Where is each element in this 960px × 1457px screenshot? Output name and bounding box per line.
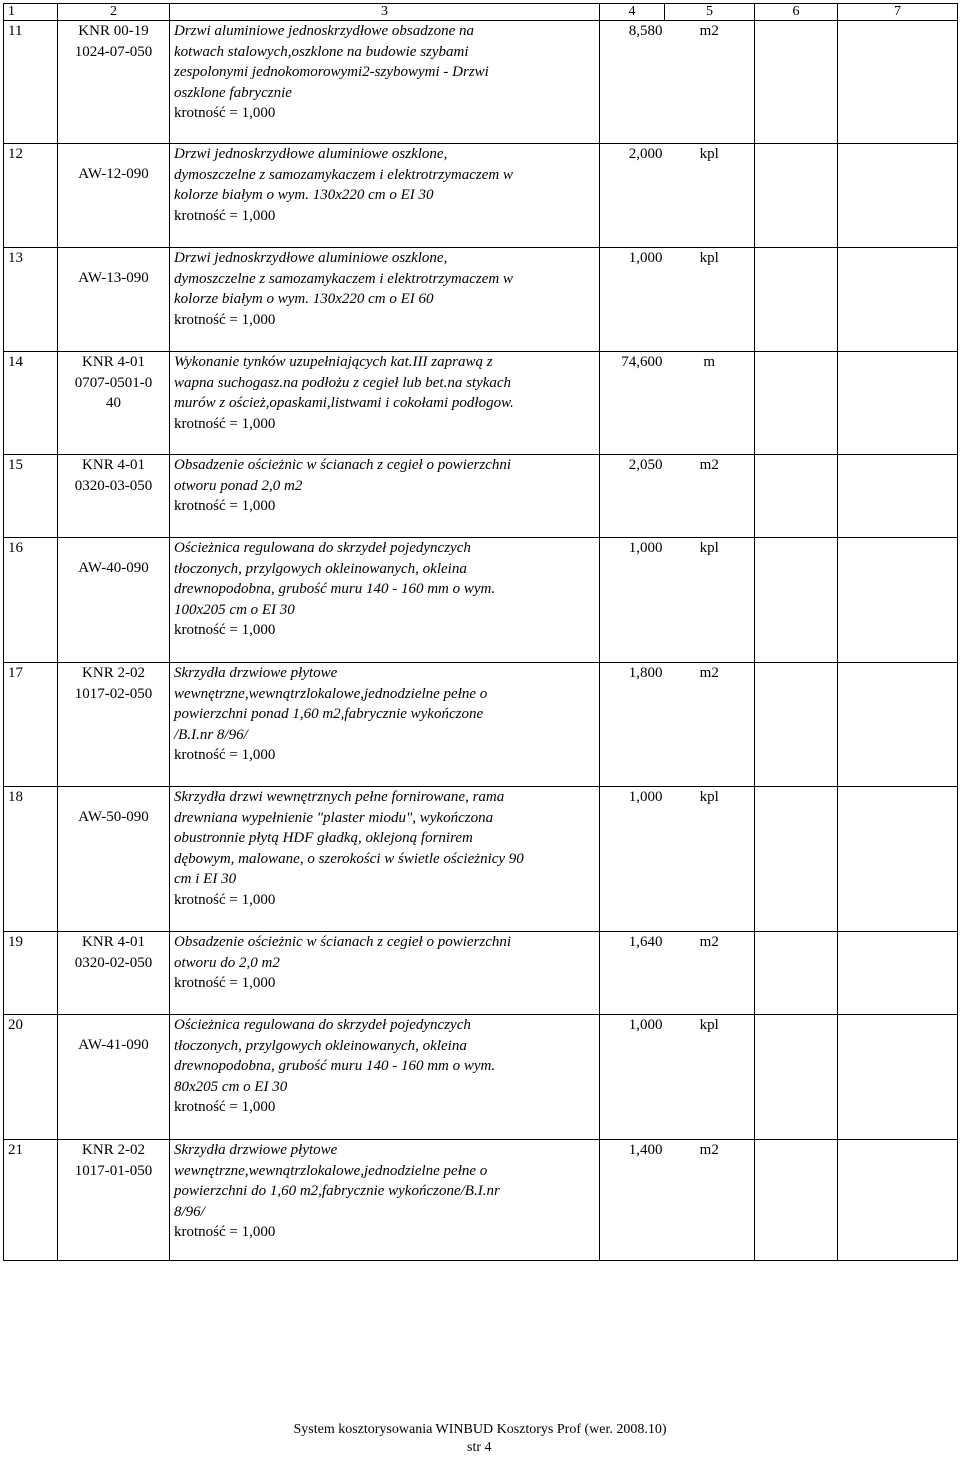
basis-code-line: 1024-07-050 bbox=[74, 43, 153, 60]
basis-code bbox=[58, 1140, 170, 1261]
value-cell bbox=[838, 538, 958, 663]
basis-code bbox=[58, 932, 170, 1015]
basis-code bbox=[58, 1015, 170, 1140]
value-cell bbox=[838, 248, 958, 352]
description-line: kotwach stalowych,oszklone na budowie szybami bbox=[174, 43, 469, 60]
description-line: tłoczonych, przylgowych okleinowanych, okleina bbox=[174, 560, 467, 577]
unit-price-cell bbox=[755, 21, 838, 144]
multiplier-text: krotność = 1,000 bbox=[174, 891, 276, 908]
multiplier-text: krotność = 1,000 bbox=[174, 311, 276, 328]
unit: kpl bbox=[665, 787, 755, 932]
basis-code-line: AW-40-090 bbox=[78, 560, 149, 576]
basis-code bbox=[58, 787, 170, 932]
description-line: Obsadzenie ościeżnic w ścianach z cegieł o powierzchni bbox=[174, 934, 512, 950]
multiplier-text: krotność = 1,000 bbox=[174, 207, 276, 224]
description-line: obustronnie płytą HDF gładką, oklejoną fornirem bbox=[174, 830, 473, 847]
description-line: /B.I.nr 8/96/ bbox=[174, 726, 248, 743]
description-line: dymoszczelne z samozamykaczem i elektrotrzymaczem w bbox=[174, 166, 513, 183]
row-number: 16 bbox=[4, 538, 58, 663]
header-col-7: 7 bbox=[838, 4, 958, 21]
unit: kpl bbox=[665, 248, 755, 352]
unit: m2 bbox=[665, 21, 755, 144]
description-line: drewniana wypełnienie "plaster miodu", wykończona bbox=[174, 809, 494, 826]
description-line: otworu do 2,0 m2 bbox=[174, 954, 280, 971]
footer-page-number: str 4 bbox=[467, 1440, 492, 1455]
row-number: 15 bbox=[4, 455, 58, 538]
description-line: zespolonymi jednokomorowymi2-szybowymi - Drzwi bbox=[174, 64, 489, 81]
quantity: 1,000 bbox=[600, 787, 665, 932]
basis-code bbox=[58, 663, 170, 787]
description-line: drewnopodobna, grubość muru 140 - 160 mm o wym. bbox=[174, 1058, 496, 1075]
value-cell bbox=[838, 1140, 958, 1261]
description-line: kolorze białym o wym. 130x220 cm o EI 30 bbox=[174, 187, 434, 204]
row-number: 14 bbox=[4, 352, 58, 455]
unit: m2 bbox=[665, 663, 755, 787]
description-line: 8/96/ bbox=[174, 1203, 205, 1220]
row-number: 17 bbox=[4, 663, 58, 787]
description-line: powierzchni ponad 1,60 m2,fabrycznie wykończone bbox=[174, 706, 484, 723]
table-row bbox=[4, 663, 958, 787]
description-line: otworu ponad 2,0 m2 bbox=[174, 477, 303, 494]
multiplier-text: krotność = 1,000 bbox=[174, 498, 276, 515]
multiplier-text: krotność = 1,000 bbox=[174, 105, 276, 122]
table-row bbox=[4, 932, 958, 1015]
table-row bbox=[4, 538, 958, 663]
unit-price-cell bbox=[755, 538, 838, 663]
unit: kpl bbox=[665, 144, 755, 248]
quantity: 2,000 bbox=[600, 144, 665, 248]
multiplier-text: krotność = 1,000 bbox=[174, 747, 276, 764]
unit-price-cell bbox=[755, 144, 838, 248]
basis-code bbox=[58, 21, 170, 144]
description-line: cm i EI 30 bbox=[174, 871, 237, 888]
table-row bbox=[4, 1015, 958, 1140]
item-description bbox=[170, 932, 600, 1015]
description-line: murów z oścież,opaskami,listwami i cokołami podłogow. bbox=[174, 395, 514, 412]
description-line: 100x205 cm o EI 30 bbox=[174, 601, 295, 618]
unit: m2 bbox=[665, 932, 755, 1015]
header-col-2: 2 bbox=[58, 4, 170, 21]
item-description bbox=[170, 663, 600, 787]
description-line: dębowym, malowane, o szerokości w świetle ościeżnicy 90 bbox=[174, 850, 524, 867]
value-cell bbox=[838, 787, 958, 932]
basis-code bbox=[58, 144, 170, 248]
unit-price-cell bbox=[755, 787, 838, 932]
multiplier-text: krotność = 1,000 bbox=[174, 975, 276, 992]
table-row bbox=[4, 455, 958, 538]
header-col-1: 1 bbox=[4, 4, 58, 21]
value-cell bbox=[838, 352, 958, 455]
table-row bbox=[4, 787, 958, 932]
item-description bbox=[170, 1140, 600, 1261]
description-line: powierzchni do 1,60 m2,fabrycznie wykończone/B.I.nr bbox=[174, 1183, 500, 1200]
header-col-3: 3 bbox=[170, 4, 600, 21]
basis-code-line: 0320-03-050 bbox=[74, 477, 153, 494]
row-number: 12 bbox=[4, 144, 58, 248]
description-line: Skrzydła drzwiowe płytowe bbox=[174, 665, 338, 681]
description-line: 80x205 cm o EI 30 bbox=[174, 1078, 288, 1095]
header-col-6: 6 bbox=[755, 4, 838, 21]
item-description bbox=[170, 538, 600, 663]
description-line: Skrzydła drzwiowe płytowe bbox=[174, 1142, 338, 1158]
row-number: 20 bbox=[4, 1015, 58, 1140]
item-description bbox=[170, 21, 600, 144]
description-line: wewnętrzne,wewnątrzlokalowe,jednodzielne pełne o bbox=[174, 685, 488, 702]
table-row bbox=[4, 144, 958, 248]
value-cell bbox=[838, 932, 958, 1015]
quantity: 1,400 bbox=[600, 1140, 665, 1261]
unit-price-cell bbox=[755, 248, 838, 352]
value-cell bbox=[838, 144, 958, 248]
cost-estimate-table-container bbox=[3, 3, 957, 1265]
table-row bbox=[4, 1140, 958, 1261]
row-number: 19 bbox=[4, 932, 58, 1015]
item-description bbox=[170, 144, 600, 248]
multiplier-text: krotność = 1,000 bbox=[174, 1099, 276, 1116]
basis-code-line: 1017-01-050 bbox=[74, 1162, 153, 1179]
unit-price-cell bbox=[755, 1140, 838, 1261]
multiplier-text: krotność = 1,000 bbox=[174, 622, 276, 639]
basis-code bbox=[58, 248, 170, 352]
description-line: Obsadzenie ościeżnic w ścianach z cegieł o powierzchni bbox=[174, 457, 512, 473]
unit-price-cell bbox=[755, 663, 838, 787]
unit-price-cell bbox=[755, 932, 838, 1015]
footer-software-line: System kosztorysowania WINBUD Kosztorys Prof (wer. 2008.10) bbox=[293, 1422, 667, 1437]
basis-code-line: KNR 4-01 bbox=[82, 354, 145, 370]
item-description bbox=[170, 1015, 600, 1140]
row-number: 13 bbox=[4, 248, 58, 352]
quantity: 1,800 bbox=[600, 663, 665, 787]
description-line: Ościeżnica regulowana do skrzydeł pojedynczych bbox=[174, 540, 471, 556]
description-line: tłoczonych, przylgowych okleinowanych, okleina bbox=[174, 1037, 467, 1054]
basis-code-line: AW-41-090 bbox=[78, 1037, 149, 1053]
value-cell bbox=[838, 21, 958, 144]
basis-code-line: 1017-02-050 bbox=[74, 685, 153, 702]
basis-code-line: AW-50-090 bbox=[78, 809, 149, 825]
description-line: dymoszczelne z samozamykaczem i elektrotrzymaczem w bbox=[174, 270, 513, 287]
item-description bbox=[170, 248, 600, 352]
basis-code-line: 0320-02-050 bbox=[74, 954, 153, 971]
value-cell bbox=[838, 1015, 958, 1140]
unit: m2 bbox=[665, 455, 755, 538]
unit: m2 bbox=[665, 1140, 755, 1261]
basis-code-line: KNR 4-01 bbox=[82, 934, 145, 950]
unit-price-cell bbox=[755, 1015, 838, 1140]
item-description bbox=[170, 352, 600, 455]
basis-code bbox=[58, 352, 170, 455]
description-line: Skrzydła drzwi wewnętrznych pełne fornirowane, rama bbox=[174, 789, 505, 805]
basis-code-line: KNR 2-02 bbox=[82, 1142, 145, 1158]
unit-price-cell bbox=[755, 352, 838, 455]
basis-code-line: 0707-0501-0 bbox=[74, 374, 153, 391]
table-body bbox=[4, 21, 958, 1261]
item-description bbox=[170, 787, 600, 932]
page-footer bbox=[0, 1421, 960, 1455]
description-line: drewnopodobna, grubość muru 140 - 160 mm o wym. bbox=[174, 581, 496, 598]
unit: kpl bbox=[665, 1015, 755, 1140]
cost-estimate-table bbox=[3, 3, 958, 1261]
item-description bbox=[170, 455, 600, 538]
multiplier-text: krotność = 1,000 bbox=[174, 415, 276, 432]
table-row bbox=[4, 21, 958, 144]
row-number: 18 bbox=[4, 787, 58, 932]
basis-code bbox=[58, 538, 170, 663]
unit: kpl bbox=[665, 538, 755, 663]
header-col-4: 4 bbox=[600, 4, 665, 21]
multiplier-text: krotność = 1,000 bbox=[174, 1224, 276, 1241]
unit-price-cell bbox=[755, 455, 838, 538]
description-line: wewnętrzne,wewnątrzlokalowe,jednodzielne pełne o bbox=[174, 1162, 488, 1179]
description-line: wapna suchogasz.na podłożu z cegieł lub bet.na stykach bbox=[174, 374, 512, 391]
description-line: Wykonanie tynków uzupełniających kat.III zaprawą z bbox=[174, 354, 493, 370]
quantity: 1,000 bbox=[600, 248, 665, 352]
quantity: 1,000 bbox=[600, 1015, 665, 1140]
description-line: kolorze białym o wym. 130x220 cm o EI 60 bbox=[174, 291, 434, 308]
header-col-5: 5 bbox=[665, 4, 755, 21]
value-cell bbox=[838, 455, 958, 538]
table-row bbox=[4, 248, 958, 352]
description-line: oszklone fabrycznie bbox=[174, 84, 292, 101]
column-number-header bbox=[4, 4, 958, 21]
basis-code bbox=[58, 455, 170, 538]
description-line: Drzwi jednoskrzydłowe aluminiowe oszklone, bbox=[174, 146, 448, 162]
description-line: Drzwi aluminiowe jednoskrzydłowe obsadzone na bbox=[174, 23, 474, 39]
value-cell bbox=[838, 663, 958, 787]
basis-code-line: 40 bbox=[106, 395, 121, 412]
table-row bbox=[4, 352, 958, 455]
row-number: 11 bbox=[4, 21, 58, 144]
description-line: Ościeżnica regulowana do skrzydeł pojedynczych bbox=[174, 1017, 471, 1033]
quantity: 1,640 bbox=[600, 932, 665, 1015]
description-line: Drzwi jednoskrzydłowe aluminiowe oszklone, bbox=[174, 250, 448, 266]
basis-code-line: KNR 4-01 bbox=[82, 457, 145, 473]
basis-code-line: AW-13-090 bbox=[78, 270, 149, 286]
quantity: 74,600 bbox=[600, 352, 665, 455]
row-number: 21 bbox=[4, 1140, 58, 1261]
unit: m bbox=[665, 352, 755, 455]
quantity: 1,000 bbox=[600, 538, 665, 663]
basis-code-line: AW-12-090 bbox=[78, 166, 149, 182]
quantity: 8,580 bbox=[600, 21, 665, 144]
quantity: 2,050 bbox=[600, 455, 665, 538]
basis-code-line: KNR 00-19 bbox=[78, 23, 149, 39]
basis-code-line: KNR 2-02 bbox=[82, 665, 145, 681]
